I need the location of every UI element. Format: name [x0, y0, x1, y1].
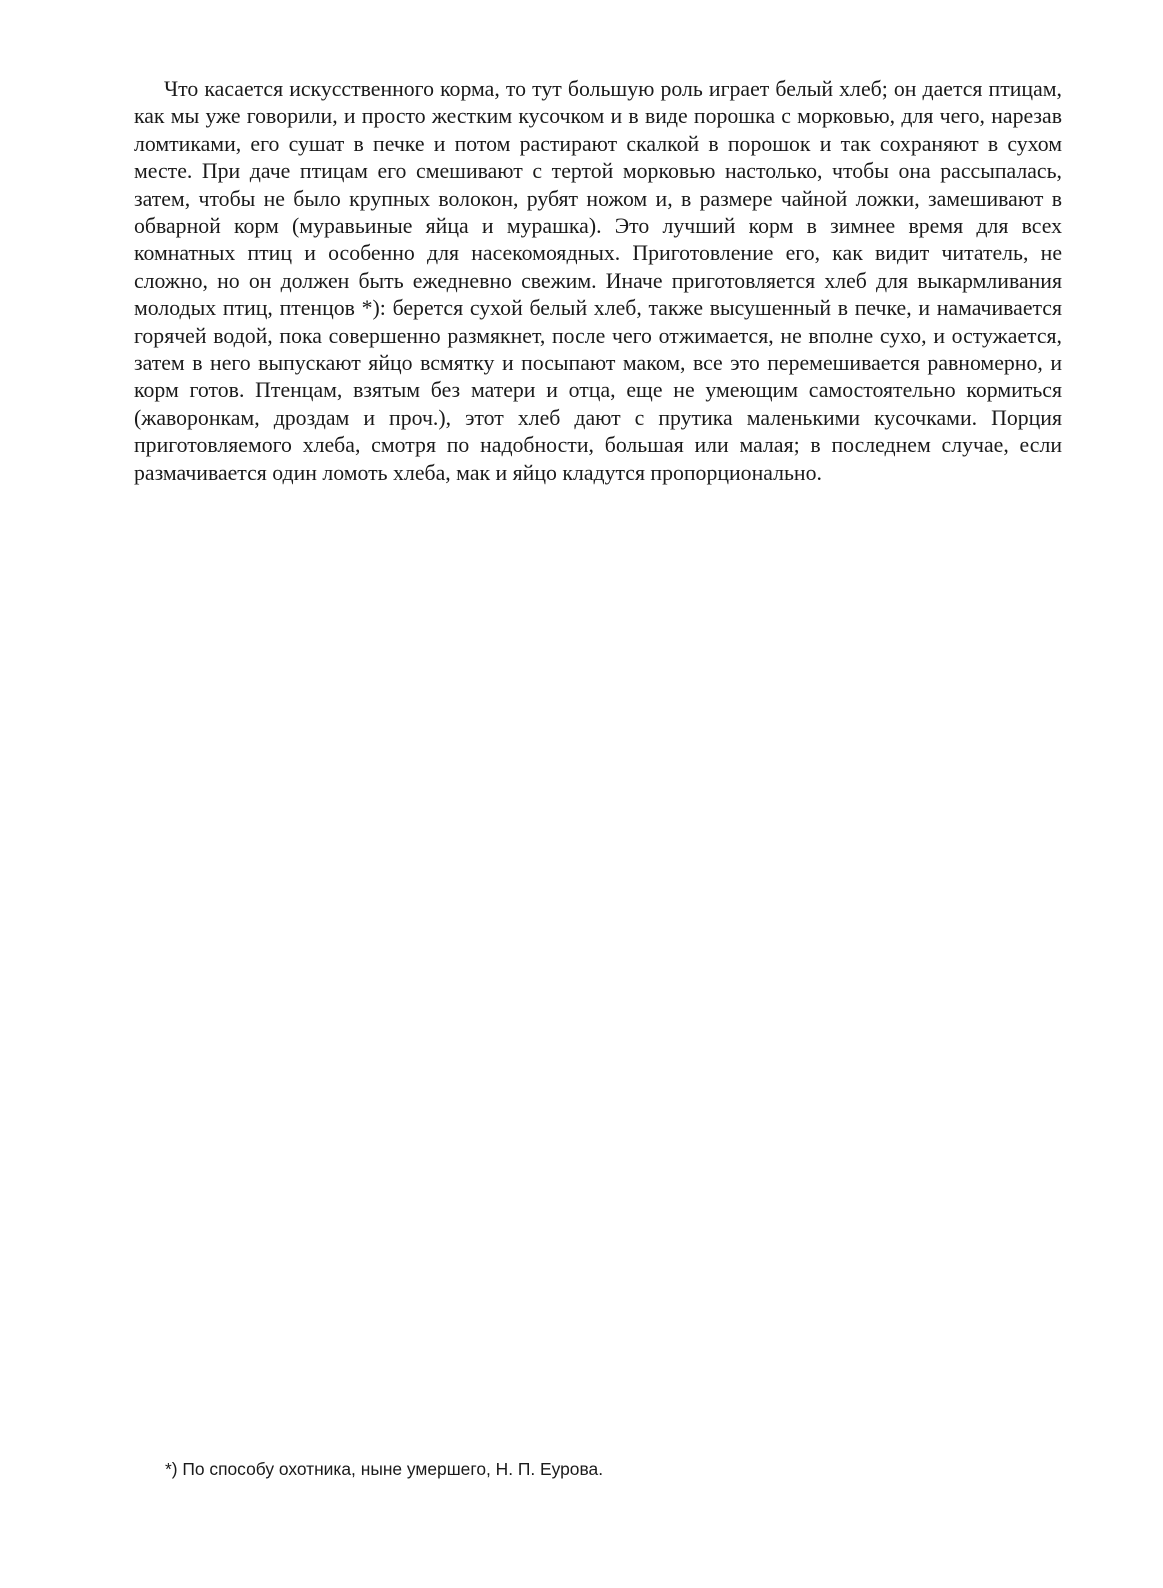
- footnote: *) По способу охотника, ныне умершего, Н. П. Еурова.: [165, 1459, 604, 1479]
- body-paragraph: Что касается искусственного корма, то тут большую роль играет белый хлеб; он дается птицам, как мы уже говорили, и просто жестким кусочком и в виде порошка с морковью, для чего, нарезав ломтиками, его сушат в печке и потом растирают скалкой в порошок и так сохраняют в сухом месте. При даче птицам его смешивают с тертой морковью настолько, чтобы она рассыпалась, затем, чтобы не было крупных волокон, рубят ножом и, в размере чайной ложки, замешивают в обварной корм (муравьиные яйца и мурашка). Это лучший корм в зимнее время для всех комнатных птиц и особенно для насекомоядных. Приготовление его, как видит читатель, не сложно, но он должен быть ежедневно свежим. Иначе приготовляется хлеб для выкармливания молодых птиц, птенцов *): берется сухой белый хлеб, также высушенный в печке, и намачивается горячей водой, пока совершенно размякнет, после чего отжимается, не вполне сухо, и остужается, затем в него выпускают яйцо всмятку и посыпают маком, все это перемешивается равномерно, и корм готов. Птенцам, взятым без матери и отца, еще не умеющим самостоятельно кормиться (жаворонкам, дроздам и проч.), этот хлеб дают с прутика маленькими кусочками. Порция приготовляемого хлеба, смотря по надобности, большая или малая; в последнем случае, если размачивается один ломоть хлеба, мак и яйцо кладутся пропорционально.: [134, 77, 1062, 485]
